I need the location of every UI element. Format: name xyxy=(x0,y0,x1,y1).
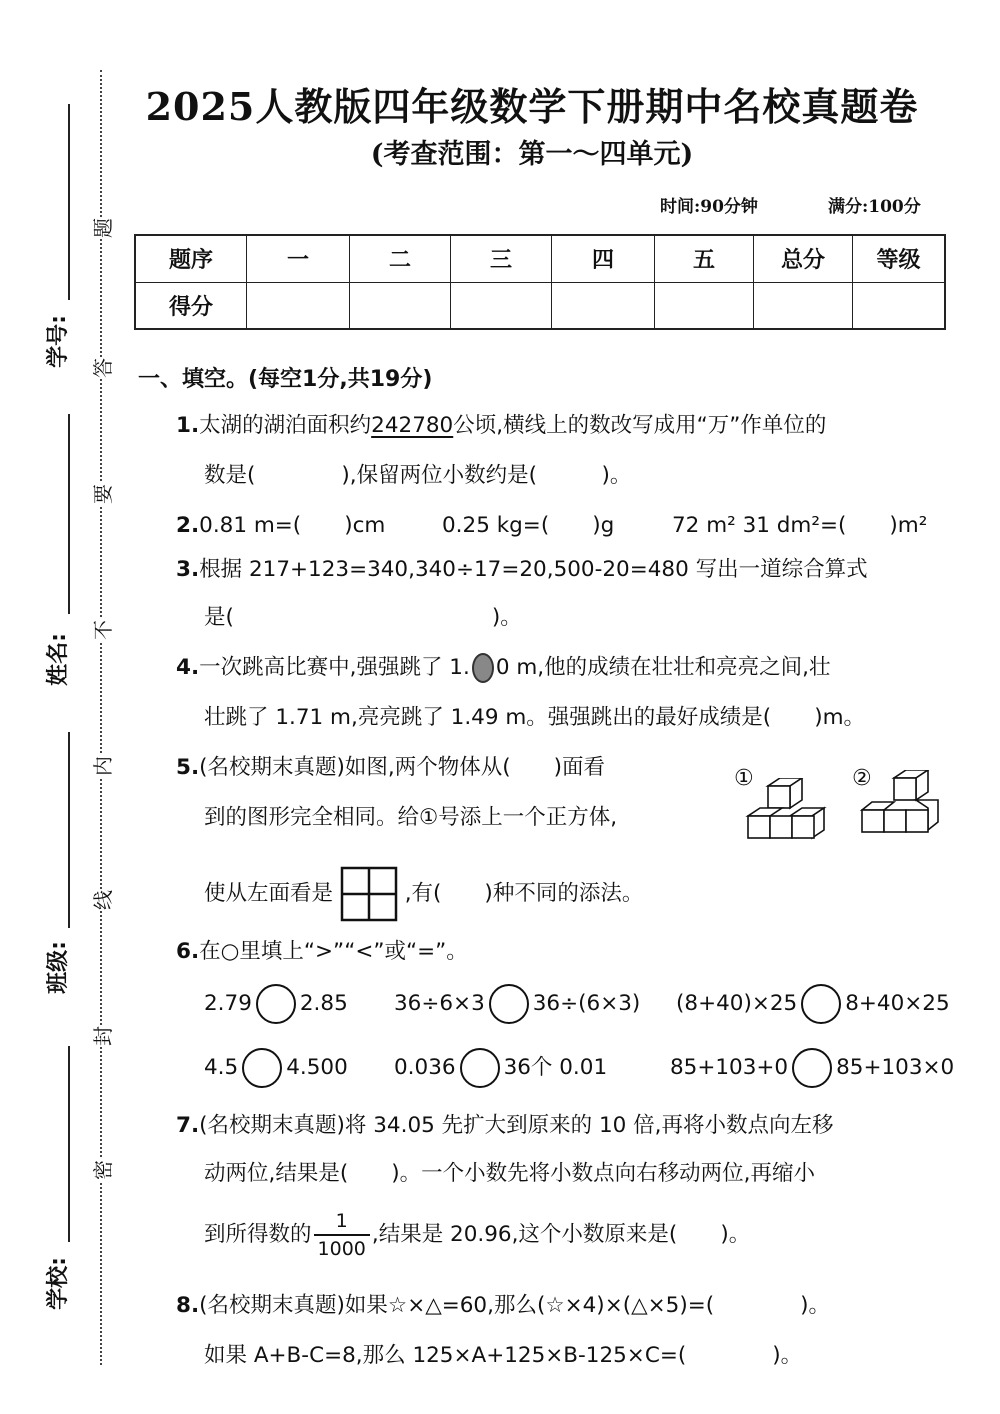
question-text: 到所得数的 xyxy=(204,1222,312,1247)
name-label: 姓名: xyxy=(45,633,71,686)
question-text: ,有( )种不同的添法。 xyxy=(404,881,644,906)
table-cell: 总分 xyxy=(754,235,853,282)
question-8-line-1 xyxy=(176,1288,830,1319)
question-number: 6. xyxy=(176,939,200,964)
table-cell: 二 xyxy=(350,235,451,282)
question-number: 1. xyxy=(176,413,200,438)
table-cell: 一 xyxy=(247,235,350,282)
compare-left: 85+103+0 xyxy=(670,1055,789,1080)
school-line xyxy=(68,1046,70,1242)
margin-word: 不 xyxy=(91,620,115,640)
question-number: 2. xyxy=(176,513,200,538)
question-text: 0 m,他的成绩在壮壮和亮亮之间,壮 xyxy=(495,655,831,680)
question-text: 使从左面看是 xyxy=(204,881,334,906)
question-5-line-3 xyxy=(204,866,643,922)
question-2-part-b: 0.25 kg=( )g xyxy=(442,513,615,538)
question-text: (名校期末真题)将 34.05 先扩大到原来的 10 倍,再将小数点向左移 xyxy=(199,1113,834,1138)
cube-figure-2 xyxy=(858,770,950,836)
compare-circle-blank[interactable] xyxy=(801,984,841,1024)
question-number: 4. xyxy=(176,655,200,680)
score-table-score-row xyxy=(135,282,945,329)
fraction-denominator: 1000 xyxy=(317,1238,366,1260)
question-text: 公顷,横线上的数改写成用“万”作单位的 xyxy=(453,413,827,438)
question-6-intro xyxy=(176,934,468,965)
question-2 xyxy=(176,508,385,539)
margin-word: 内 xyxy=(91,756,115,776)
table-cell: 五 xyxy=(655,235,754,282)
margin-word: 题 xyxy=(91,218,115,238)
question-2-part-c: 72 m² 31 dm²=( )m² xyxy=(672,513,928,538)
compare-right: 8+40×25 xyxy=(845,991,950,1016)
compare-left: 0.036 xyxy=(394,1055,456,1080)
fraction-numerator: 1 xyxy=(314,1208,370,1236)
question-4-line-2: 壮跳了 1.71 m,亮亮跳了 1.49 m。强强跳出的最好成绩是( )m。 xyxy=(204,705,866,730)
page-subtitle: (考查范围：第一～四单元) xyxy=(370,139,694,170)
question-text: 一次跳高比赛中,强强跳了 1. xyxy=(199,655,470,680)
question-text: 根据 217+123=340,340÷17=20,500-20=480 写出一道综合算式 xyxy=(199,557,868,582)
score-cell[interactable] xyxy=(247,282,350,329)
figure-2-label: ② xyxy=(852,766,872,791)
compare-left: (8+40)×25 xyxy=(676,991,798,1016)
class-line xyxy=(68,732,70,928)
student-id-label: 学号: xyxy=(45,315,71,368)
compare-left: 36÷6×3 xyxy=(394,991,485,1016)
fraction xyxy=(314,1208,370,1262)
question-7-line-1 xyxy=(176,1108,834,1139)
compare-circle-blank[interactable] xyxy=(242,1048,282,1088)
question-8-line-2: 如果 A+B-C=8,那么 125×A+125×B-125×C=( )。 xyxy=(204,1343,803,1368)
question-text: 在○里填上“>”“<”或“=”。 xyxy=(199,939,468,964)
compare-circle-blank[interactable] xyxy=(460,1048,500,1088)
margin-word: 封 xyxy=(91,1026,115,1046)
question-text: ,结果是 20.96,这个小数原来是( )。 xyxy=(371,1222,751,1247)
compare-circle-blank[interactable] xyxy=(256,984,296,1024)
score-cell[interactable] xyxy=(853,282,946,329)
question-5-line-1 xyxy=(176,750,605,781)
score-cell[interactable] xyxy=(552,282,655,329)
compare-right: 36个 0.01 xyxy=(503,1055,608,1080)
table-cell: 得分 xyxy=(135,282,247,329)
margin-word: 密 xyxy=(91,1160,115,1180)
table-cell: 四 xyxy=(552,235,655,282)
page-title: 2025人教版四年级数学下册期中名校真题卷 xyxy=(145,84,919,129)
comparison-item xyxy=(394,1048,607,1088)
table-cell: 题序 xyxy=(135,235,247,282)
compare-left: 2.79 xyxy=(204,991,252,1016)
school-label: 学校: xyxy=(45,1257,71,1310)
compare-circle-blank[interactable] xyxy=(792,1048,832,1088)
margin-word: 答 xyxy=(91,358,115,378)
section-title: 一、填空。(每空1分,共19分) xyxy=(138,367,433,392)
name-line xyxy=(68,414,70,614)
compare-right: 2.85 xyxy=(299,991,348,1016)
comparison-item xyxy=(204,984,348,1024)
exam-time: 时间:90分钟 xyxy=(660,197,758,217)
question-number: 7. xyxy=(176,1113,200,1138)
compare-right: 4.500 xyxy=(286,1055,348,1080)
comparison-item xyxy=(670,1048,954,1088)
question-5-line-2: 到的图形完全相同。给①号添上一个正方体, xyxy=(204,805,618,830)
underlined-number: 242780 xyxy=(371,413,454,438)
ink-blot-icon xyxy=(472,653,494,683)
score-cell[interactable] xyxy=(754,282,853,329)
question-text: (名校期末真题)如图,两个物体从( )面看 xyxy=(199,755,606,780)
table-cell: 等级 xyxy=(853,235,946,282)
comparison-item xyxy=(676,984,950,1024)
cube-figure-1 xyxy=(744,778,840,844)
question-number: 5. xyxy=(176,755,200,780)
score-cell[interactable] xyxy=(655,282,754,329)
question-1-line-1 xyxy=(176,408,826,439)
table-cell: 三 xyxy=(451,235,552,282)
class-label: 班级: xyxy=(45,941,71,994)
margin-word: 线 xyxy=(91,890,115,910)
compare-left: 4.5 xyxy=(204,1055,239,1080)
score-table-header-row xyxy=(135,235,945,282)
question-7-line-3 xyxy=(204,1208,750,1262)
question-number: 8. xyxy=(176,1293,200,1318)
comparison-item xyxy=(204,1048,348,1088)
left-view-grid-icon xyxy=(340,866,398,922)
score-table xyxy=(134,234,946,330)
question-number: 3. xyxy=(176,557,200,582)
full-score: 满分:100分 xyxy=(828,197,921,217)
figure-1-label: ① xyxy=(734,766,754,791)
question-text: 太湖的湖泊面积约 xyxy=(199,413,372,438)
question-7-line-2: 动两位,结果是( )。一个小数先将小数点向右移动两位,再缩小 xyxy=(204,1161,815,1186)
compare-right: 36÷(6×3) xyxy=(532,991,641,1016)
margin-word: 要 xyxy=(91,484,115,504)
question-text: (名校期末真题)如果☆×△=60,那么(☆×4)×(△×5)=( )。 xyxy=(199,1293,831,1318)
compare-right: 85+103×0 xyxy=(836,1055,955,1080)
comparison-item xyxy=(394,984,640,1024)
compare-circle-blank[interactable] xyxy=(489,984,529,1024)
score-cell[interactable] xyxy=(451,282,552,329)
question-1-line-2: 数是( ),保留两位小数约是( )。 xyxy=(204,463,632,488)
question-3-line-2: 是( )。 xyxy=(204,605,522,630)
score-cell[interactable] xyxy=(350,282,451,329)
question-part: 0.81 m=( )cm xyxy=(199,513,386,538)
question-3-line-1 xyxy=(176,552,868,583)
question-4-line-1 xyxy=(176,650,830,683)
